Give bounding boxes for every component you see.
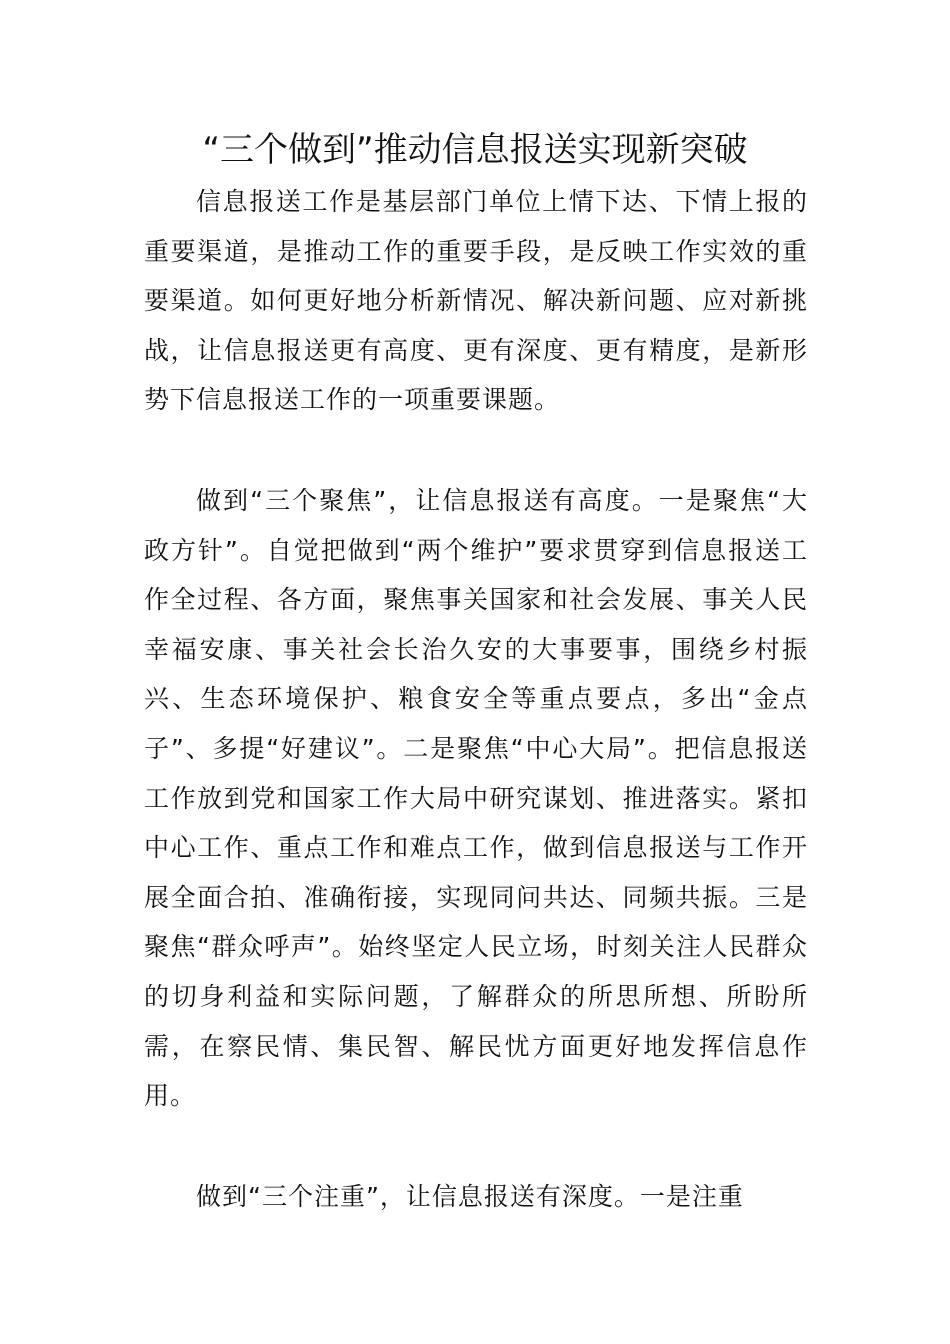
paragraph-three-emphases: 做到“三个注重”，让信息报送有深度。一是注重 bbox=[196, 1182, 744, 1211]
paragraph-three-focuses: 做到“三个聚焦”，让信息报送有高度。一是聚焦“大政方针”。自觉把做到“两个维护”要求贯穿到信息报送工作全过程、各方面，聚焦事关国家和社会发展、事关人民幸福安康、事关社会长治久安的大事要事，围绕乡村振兴、生态环境保护、粮食安全等重点要点，多出“金点子”、多提“好建议”。二是聚焦“中心大局”。把信息报送工作放到党和国家工作大局中研究谋划、推进落实。紧扣中心工作、重点工作和难点工作，做到信息报送与工作开展全面合拍、准确衔接，实现同问共达、同频共振。三是聚焦“群众呼声”。始终坚定人民立场，时刻关注人民群众的切身利益和实际问题，了解群众的所思所想、所盼所需，在察民情、集民智、解民忧方面更好地发挥信息作用。 bbox=[144, 486, 808, 1111]
paragraph-intro: 信息报送工作是基层部门单位上情下达、下情上报的重要渠道，是推动工作的重要手段，是反映工作实效的重要渠道。如何更好地分析新情况、解决新问题、应对新挑战，让信息报送更有高度、更有深度、更有精度，是新形势下信息报送工作的一项重要课题。 bbox=[144, 187, 808, 415]
document-title: “三个做到”推动信息报送实现新突破 bbox=[202, 130, 748, 170]
